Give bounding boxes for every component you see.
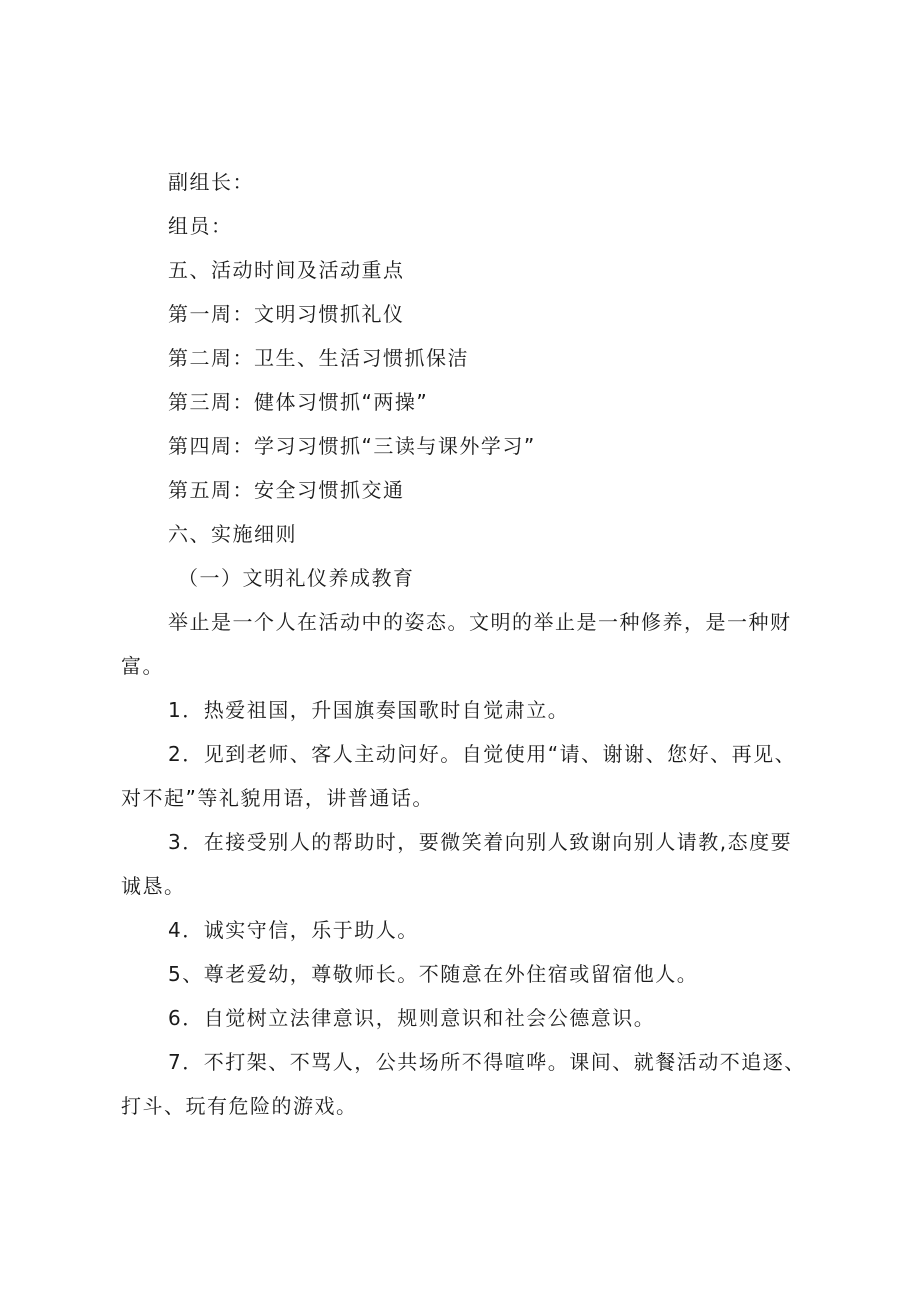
rule-four: 4．诚实守信，乐于助人。 xyxy=(168,918,419,942)
rule-one: 1．热爱祖国，升国旗奏国歌时自觉肃立。 xyxy=(168,698,570,722)
week-three-line: 第三周：健体习惯抓“两操” xyxy=(168,390,429,414)
subsection-one-heading: （一）文明礼仪养成教育 xyxy=(178,566,415,590)
deputy-leader-line: 副组长： xyxy=(168,170,254,194)
rule-two-line-2: 对不起”等礼貌用语，讲普通话。 xyxy=(121,786,434,810)
members-line: 组员： xyxy=(168,214,233,238)
rule-five: 5、尊老爱幼，尊敬师长。不随意在外住宿或留宿他人。 xyxy=(168,962,699,986)
intro-paragraph-line-1: 举止是一个人在活动中的姿态。文明的举止是一种修养，是一种财 xyxy=(168,610,792,634)
week-one-line: 第一周：文明习惯抓礼仪 xyxy=(168,302,405,326)
rule-two-line-1: 2．见到老师、客人主动问好。自觉使用“请、谢谢、您好、再见、 xyxy=(168,742,797,766)
rule-seven-line-1: 7．不打架、不骂人，公共场所不得喧哗。课间、就餐活动不追逐、 xyxy=(168,1050,806,1074)
week-five-line: 第五周：安全习惯抓交通 xyxy=(168,478,405,502)
section-six-heading: 六、实施细则 xyxy=(168,522,297,546)
rule-three-line-2: 诚恳。 xyxy=(121,874,186,898)
rule-six: 6．自觉树立法律意识，规则意识和社会公德意识。 xyxy=(168,1006,656,1030)
section-five-heading: 五、活动时间及活动重点 xyxy=(168,258,405,282)
week-two-line: 第二周：卫生、生活习惯抓保洁 xyxy=(168,346,469,370)
rule-seven-line-2: 打斗、玩有危险的游戏。 xyxy=(121,1094,358,1118)
rule-three-line-1: 3．在接受别人的帮助时，要微笑着向别人致谢向别人请教,态度要 xyxy=(168,830,793,854)
week-four-line: 第四周：学习习惯抓“三读与课外学习” xyxy=(168,434,536,458)
intro-paragraph-line-2: 富。 xyxy=(121,654,164,678)
